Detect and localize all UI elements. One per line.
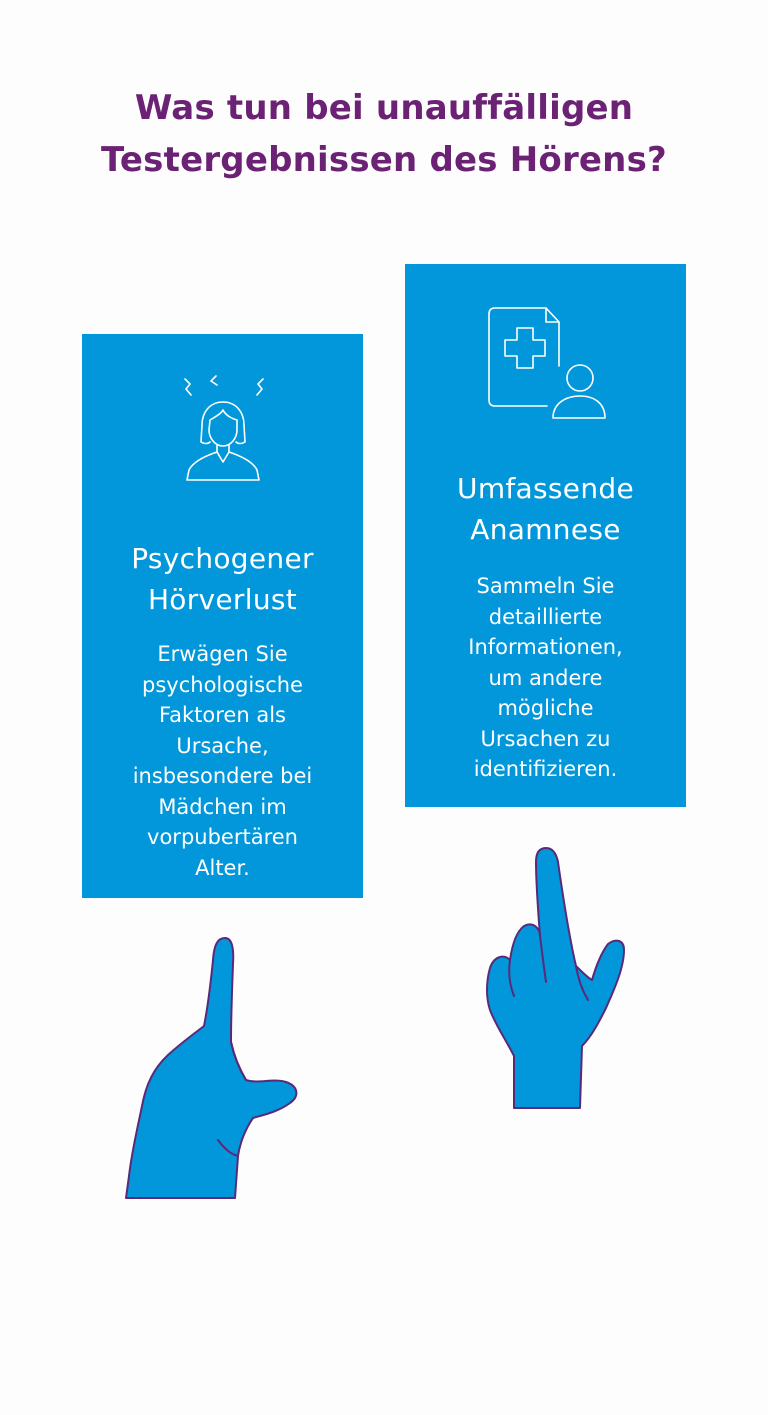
card-body-line: Mädchen im: [158, 794, 287, 819]
pointing-hand-icon: [480, 840, 630, 1110]
card-heading-line: Psychogener: [131, 542, 314, 575]
card-body-line: Erwägen Sie: [157, 642, 288, 666]
pointing-hand-icon: [118, 930, 304, 1202]
card-heading: [92, 538, 353, 620]
card-body-line: um andere: [488, 665, 603, 690]
card-body-text: [419, 571, 672, 785]
card-heading-line: Anamnese: [470, 513, 621, 546]
page-title-line-2: Testergebnissen des Hörens?: [101, 140, 667, 180]
medical-record-patient-icon: [485, 304, 607, 424]
card-comprehensive-anamnesis: [405, 264, 686, 807]
card-body-line: mögliche: [497, 696, 594, 720]
page-title: [20, 82, 748, 186]
card-body-text: [96, 639, 349, 883]
card-body-line: Informationen,: [468, 635, 623, 659]
card-body-line: Sammeln Sie: [476, 574, 615, 598]
card-body-line: identifizieren.: [473, 757, 618, 781]
card-body-line: Alter.: [195, 855, 250, 880]
card-psychogenic-hearing-loss: [82, 334, 363, 898]
card-body-line: detaillierte: [488, 604, 603, 629]
card-heading: [415, 468, 676, 550]
card-body-line: Ursache,: [176, 733, 269, 758]
card-body-line: psychologische: [142, 672, 303, 697]
card-heading-line: Hörverlust: [147, 583, 298, 616]
card-body-line: Faktoren als: [159, 703, 286, 727]
card-body-line: insbesondere bei: [132, 764, 313, 788]
stressed-person-icon: [177, 374, 269, 498]
card-heading-line: Umfassende: [457, 472, 634, 505]
page-title-line-1: Was tun bei unauffälligen: [134, 88, 634, 128]
card-body-line: Ursachen zu: [480, 726, 611, 751]
card-body-line: vorpubertären: [147, 825, 298, 849]
